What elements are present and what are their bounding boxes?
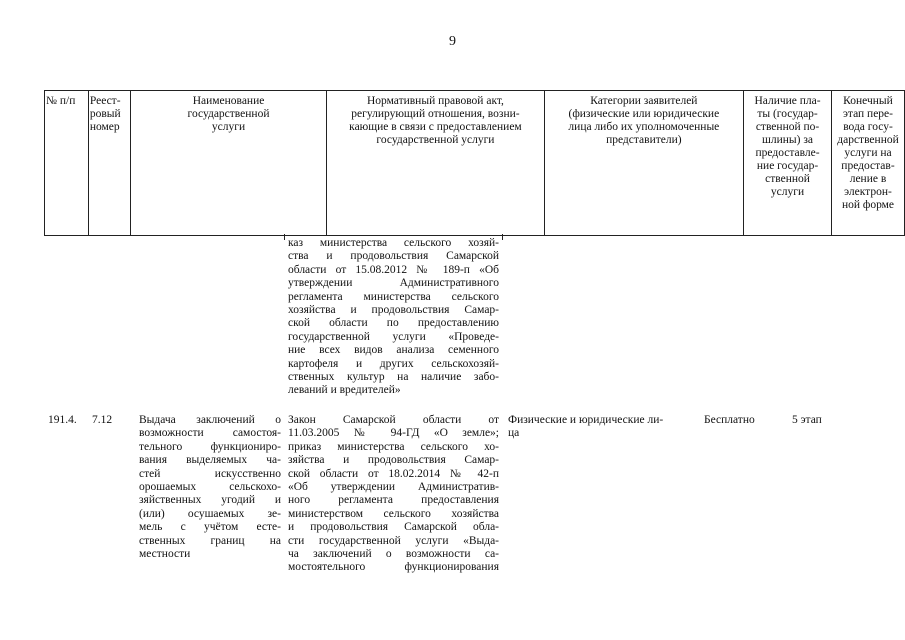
header-legal-act: Нормативный правовой акт, регулирующий отношения, возни- кающие в связи с предоставлением государственной услуги: [327, 91, 544, 236]
header-fee: Наличие пла- ты (государ- ственной по- шлины) за предоставле- ние государ- ственной услуги: [744, 91, 832, 236]
row-number: 191.4.: [48, 414, 77, 426]
row-fee: Бесплатно: [704, 414, 755, 426]
row-final-stage: 5 этап: [792, 414, 822, 426]
page-number: 9: [449, 34, 456, 49]
row-legal-act: Закон Самарской области от 11.03.2005 № 94-ГД «О земле»; приказ министерства сельского хо- зяйства и продовольствия Самар- ской области от 18.02.2014 № 42-п «Об утверждении Административ- ного регламента предоставления министерством сельского хозяйства и продовольствия Самарской обла- сти государственной услуги «Выда- ча заключений о возможности са- мостоятельного функционирования: [288, 414, 499, 574]
header-applicants: Категории заявителей (физические или юридические лица либо их уполномоченные представители): [544, 91, 743, 236]
table-header: [44, 90, 905, 236]
continued-legal-act-text: каз министерства сельского хозяй- ства и продовольствия Самарской области от 15.08.2012 № 189-п «Об утверждении Административного регламента министерства сельского хозяйства и продовольствия Самар- ской области по предоставлению государственной услуги «Проведе- ние всех видов анализа семенного картофеля и других сельскохозяй- ственных культур на наличие забо- леваний и вредителей»: [288, 237, 499, 397]
header-final-stage: Конечный этап пере- вода госу- дарственной услуги на предостав- ление в электрон- ной форме: [831, 91, 904, 236]
column-divider: [502, 234, 503, 240]
row-service-name: Выдача заключений о возможности самостоя- тельного функциониро- вания выделяемых ча- стей искусственно орошаемых сельскохо- зяйственных угодий и (или) осушаемых зе- мель с учётом есте- ственных границ на местности: [139, 414, 281, 561]
column-divider: [284, 234, 285, 240]
header-registry: Реест- ровый номер: [88, 91, 130, 236]
header-number: № п/п: [45, 91, 89, 236]
header-service-name: Наименование государственной услуги: [130, 91, 326, 236]
row-applicant-category: Физические и юридические ли- ца: [508, 414, 664, 440]
row-registry-number: 7.12: [92, 414, 113, 426]
